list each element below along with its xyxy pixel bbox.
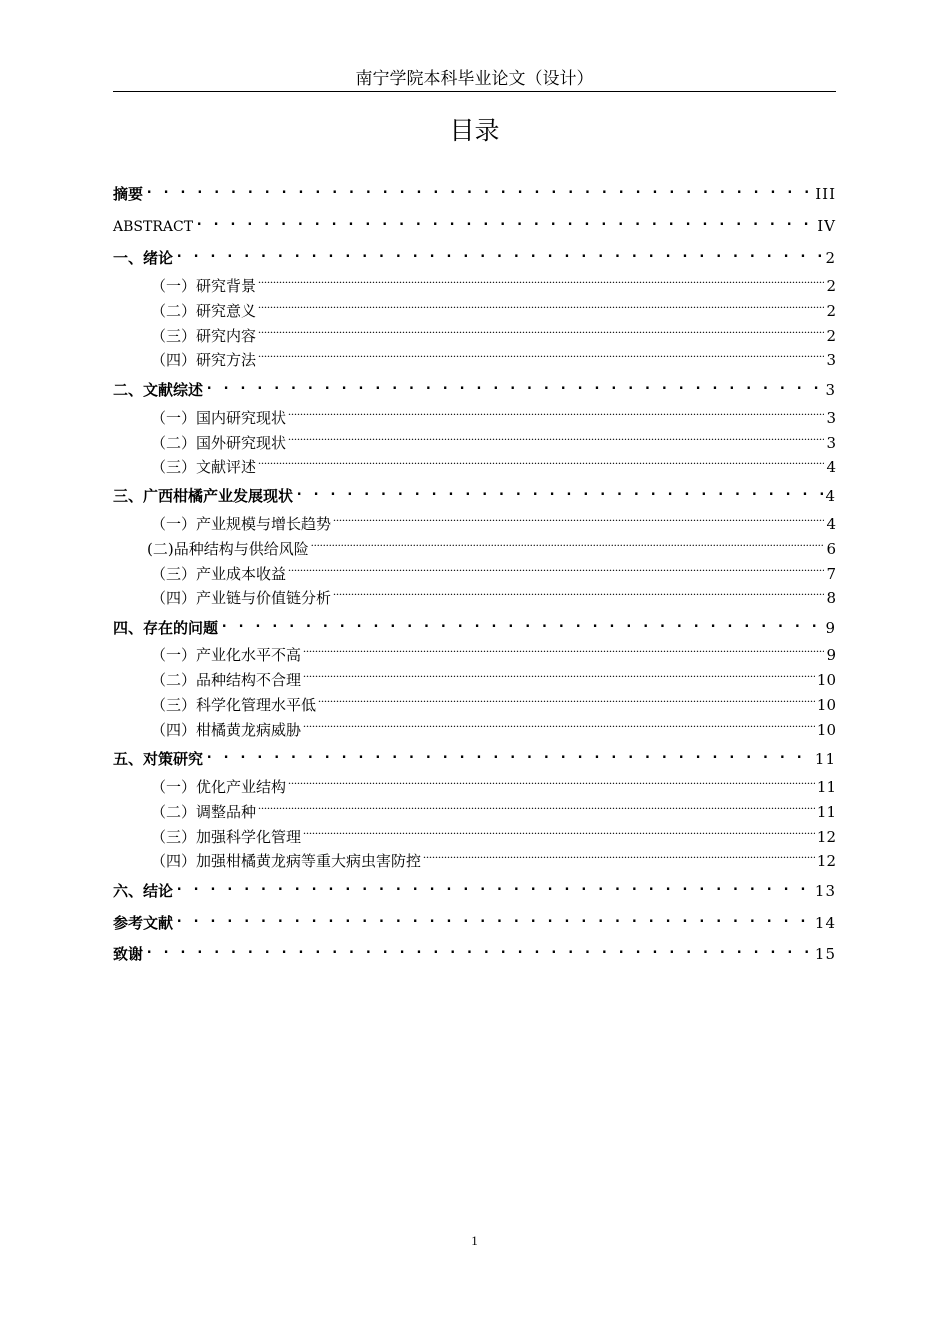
toc-entry-section[interactable] xyxy=(151,433,836,453)
toc-entry-label: 致谢 xyxy=(113,945,144,963)
toc-entry-page: 3 xyxy=(825,381,836,399)
toc-title: 目录 xyxy=(449,116,500,145)
toc-entry-page: 3 xyxy=(826,409,836,427)
toc-leader-dots xyxy=(423,851,815,866)
toc-entry-chapter-2[interactable] xyxy=(113,380,836,400)
toc-entry-section[interactable] xyxy=(151,827,836,847)
toc-entry-section[interactable] xyxy=(151,514,836,534)
toc-entry-section[interactable] xyxy=(151,802,836,822)
toc-entry-label: （二）国外研究现状 xyxy=(151,434,287,452)
toc-entry-acknowledgements[interactable] xyxy=(113,944,836,964)
toc-entry-page: 2 xyxy=(826,327,836,345)
toc-entry-page: 2 xyxy=(826,277,836,295)
toc-entry-label: 五、对策研究 xyxy=(113,750,204,768)
toc-entry-section[interactable] xyxy=(151,695,836,715)
toc-entry-page: 3 xyxy=(826,434,836,452)
toc-leader-dots xyxy=(205,380,823,395)
toc-entry-page: 4 xyxy=(826,458,836,476)
toc-entry-label: （一）产业化水平不高 xyxy=(151,646,302,664)
toc-entry-page: 6 xyxy=(826,540,836,558)
toc-entry-page: 9 xyxy=(826,646,836,664)
toc-entry-page: 11 xyxy=(814,750,836,768)
toc-entry-chapter-1[interactable] xyxy=(113,248,836,268)
toc-leader-dots xyxy=(145,944,813,959)
toc-leader-dots xyxy=(311,539,825,554)
toc-leader-dots xyxy=(288,433,824,448)
toc-entry-label: （一）产业规模与增长趋势 xyxy=(151,515,332,533)
toc-entry-abstract-cn[interactable] xyxy=(113,184,836,204)
toc-entry-label: （二）品种结构不合理 xyxy=(151,671,302,689)
toc-entry-page: 2 xyxy=(825,249,836,267)
toc-entry-label: （四）产业链与价值链分析 xyxy=(151,589,332,607)
toc-entry-label: （二）调整品种 xyxy=(151,803,257,821)
toc-leader-dots xyxy=(258,802,815,817)
toc-entry-label: （三）加强科学化管理 xyxy=(151,828,302,846)
toc-leader-dots xyxy=(288,564,824,579)
toc-entry-label: （一）优化产业结构 xyxy=(151,778,287,796)
toc-entry-label: （一）研究背景 xyxy=(151,277,257,295)
toc-leader-dots xyxy=(220,618,823,633)
toc-entry-chapter-3[interactable] xyxy=(113,486,836,506)
toc-entry-label: 六、结论 xyxy=(113,882,174,900)
toc-leader-dots xyxy=(258,350,824,365)
toc-leader-dots xyxy=(175,913,813,928)
toc-entry-page: 11 xyxy=(816,778,836,796)
toc-leader-dots xyxy=(295,486,823,501)
toc-entry-section[interactable] xyxy=(151,408,836,428)
toc-entry-section[interactable] xyxy=(151,301,836,321)
toc-entry-abstract-en[interactable] xyxy=(113,216,836,237)
toc-entry-label: （三）研究内容 xyxy=(151,327,257,345)
toc-leader-dots xyxy=(318,695,815,710)
toc-entry-label: 四、存在的问题 xyxy=(113,619,219,637)
toc-entry-page: 15 xyxy=(814,945,836,963)
toc-leader-dots xyxy=(205,749,813,764)
toc-leader-dots xyxy=(303,670,815,685)
toc-entry-section[interactable] xyxy=(147,539,836,559)
toc-entry-page: 7 xyxy=(826,565,836,583)
toc-leader-dots xyxy=(195,216,815,231)
toc-entry-label: 三、广西柑橘产业发展现状 xyxy=(113,487,294,505)
toc-entry-page: 3 xyxy=(826,351,836,369)
toc-leader-dots xyxy=(303,720,815,735)
toc-entry-page: IV xyxy=(817,217,836,235)
toc-leader-dots xyxy=(145,184,813,199)
toc-leader-dots xyxy=(258,457,824,472)
toc-entry-chapter-4[interactable] xyxy=(113,618,836,638)
toc-entry-label: （三）产业成本收益 xyxy=(151,565,287,583)
toc-leader-dots xyxy=(333,514,824,529)
toc-entry-page: 10 xyxy=(816,671,836,689)
toc-leader-dots xyxy=(288,777,815,792)
toc-entry-label: 一、绪论 xyxy=(113,249,174,267)
toc-entry-section[interactable] xyxy=(151,564,836,584)
toc-entry-label: 二、文献综述 xyxy=(113,381,204,399)
toc-leader-dots xyxy=(175,881,813,896)
toc-entry-section[interactable] xyxy=(151,457,836,477)
toc-leader-dots xyxy=(175,248,823,263)
toc-entry-page: 4 xyxy=(825,487,836,505)
toc-entry-references[interactable] xyxy=(113,913,836,933)
toc-entry-page: 8 xyxy=(826,589,836,607)
toc-entry-section[interactable] xyxy=(151,645,836,665)
toc-entry-chapter-6[interactable] xyxy=(113,881,836,901)
toc-entry-section[interactable] xyxy=(151,720,836,740)
toc-leader-dots xyxy=(303,645,824,660)
toc-entry-label: （四）加强柑橘黄龙病等重大病虫害防控 xyxy=(151,852,422,870)
toc-entry-section[interactable] xyxy=(151,276,836,296)
toc-leader-dots xyxy=(303,827,815,842)
header-divider xyxy=(113,91,836,92)
toc-entry-label: （二）研究意义 xyxy=(151,302,257,320)
toc-leader-dots xyxy=(258,276,824,291)
toc-entry-page: 10 xyxy=(816,696,836,714)
toc-entry-page: 9 xyxy=(825,619,836,637)
toc-entry-label: 摘要 xyxy=(113,185,144,203)
toc-entry-section[interactable] xyxy=(151,670,836,690)
page-header: 南宁学院本科毕业论文（设计） xyxy=(355,69,594,89)
toc-entry-label: 参考文献 xyxy=(113,914,174,932)
toc-entry-label: （四）研究方法 xyxy=(151,351,257,369)
toc-leader-dots xyxy=(258,326,824,341)
toc-entry-section[interactable] xyxy=(151,350,836,370)
toc-entry-page: 2 xyxy=(826,302,836,320)
toc-entry-label: （四）柑橘黄龙病威胁 xyxy=(151,721,302,739)
toc-entry-section[interactable] xyxy=(151,326,836,346)
toc-entry-label: (二)品种结构与供给风险 xyxy=(147,540,309,558)
page-number: 1 xyxy=(471,1233,478,1248)
toc-entry-page: 11 xyxy=(816,803,836,821)
toc-entry-page: 10 xyxy=(816,721,836,739)
toc-entry-section[interactable] xyxy=(151,777,836,797)
toc-entry-page: 13 xyxy=(814,882,836,900)
toc-entry-page: 4 xyxy=(826,515,836,533)
toc-entry-label: （三）文献评述 xyxy=(151,458,257,476)
toc-entry-page: 12 xyxy=(816,852,836,870)
toc-entry-label: ABSTRACT xyxy=(113,219,194,235)
toc-entry-label: （三）科学化管理水平低 xyxy=(151,696,317,714)
toc-entry-section[interactable] xyxy=(151,851,836,871)
toc-leader-dots xyxy=(288,408,824,423)
toc-entry-section[interactable] xyxy=(151,588,836,608)
toc-entry-chapter-5[interactable] xyxy=(113,749,836,769)
toc-leader-dots xyxy=(258,301,824,316)
toc-entry-page: 14 xyxy=(814,914,836,932)
toc-entry-page: III xyxy=(815,185,836,203)
toc-entry-label: （一）国内研究现状 xyxy=(151,409,287,427)
toc-leader-dots xyxy=(333,588,824,603)
toc-entry-page: 12 xyxy=(816,828,836,846)
